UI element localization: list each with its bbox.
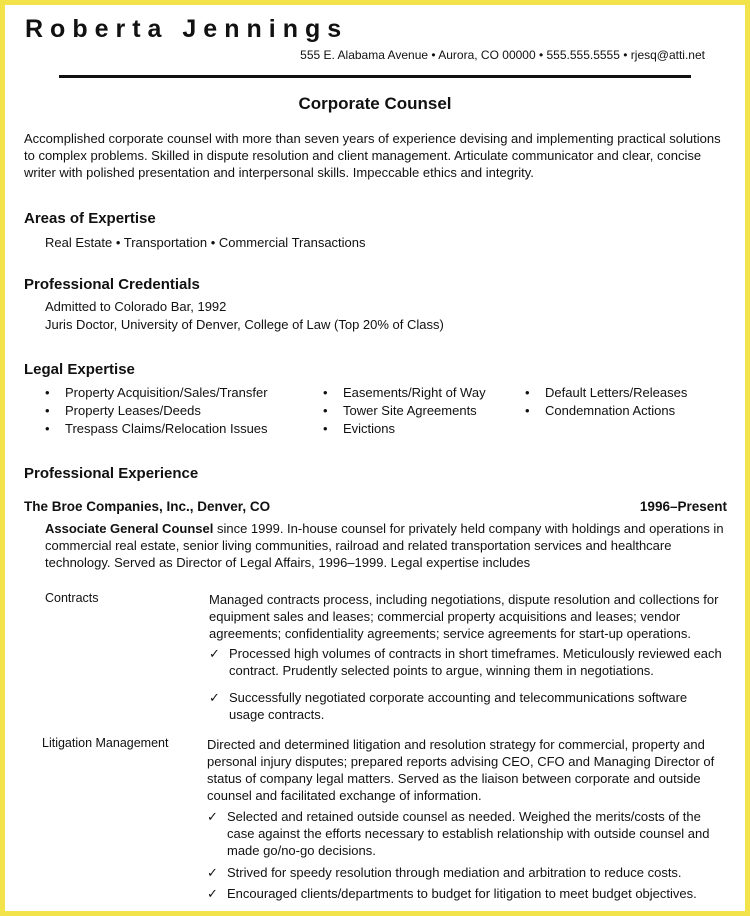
summary-paragraph: Accomplished corporate counsel with more than seven years of experience devising and implementing practical solutions to complex problems. Skilled in dispute resolution and client management. Articulate communicator and clear, concise writer with polished presentation and interpersonal skills. Impeccable ethics and integrity. bbox=[24, 131, 721, 180]
employment-dates: 1996–Present bbox=[639, 499, 727, 514]
company-name: The Broe Companies, Inc., Denver, CO bbox=[24, 499, 271, 514]
section-label-litigation: Litigation Management bbox=[42, 736, 169, 750]
contact-line: 555 E. Alabama Avenue • Aurora, CO 00000 • 555.555.5555 • rjesq@atti.net bbox=[300, 48, 705, 62]
legal-expertise-heading: Legal Expertise bbox=[24, 361, 135, 378]
checkmark-icon: ✓ bbox=[209, 690, 220, 705]
candidate-name: Roberta Jennings bbox=[25, 15, 349, 43]
bullet-icon: • bbox=[323, 385, 328, 400]
list-item-text: Trespass Claims/Relocation Issues bbox=[65, 421, 268, 436]
job-role: Associate General Counsel bbox=[45, 521, 214, 536]
list-item-text: Property Acquisition/Sales/Transfer bbox=[65, 385, 268, 400]
job-summary bbox=[45, 520, 730, 571]
list-item-text: Property Leases/Deeds bbox=[65, 403, 201, 418]
credential-item: Juris Doctor, University of Denver, College of Law (Top 20% of Class) bbox=[45, 317, 444, 332]
achievement-text: Strived for speedy resolution through mediation and arbitration to reduce costs. bbox=[227, 865, 682, 880]
section-description: Directed and determined litigation and resolution strategy for commercial, property and personal injury disputes; prepared reports advising CEO, CFO and Managing Director of status of company legal matters. Served as the liaison between corporate and outside counsel and facilitated exchange of information. bbox=[207, 737, 715, 803]
credentials-heading: Professional Credentials bbox=[24, 276, 200, 293]
checkmark-icon: ✓ bbox=[207, 809, 218, 824]
achievement-text: Encouraged clients/departments to budget for litigation to meet budget objectives. bbox=[227, 886, 697, 901]
bullet-icon: • bbox=[323, 421, 328, 436]
achievement-text: Processed high volumes of contracts in short timeframes. Meticulously reviewed each contract. Prudently selected points to argue, winning them in negotiations. bbox=[229, 646, 722, 678]
section-label-contracts: Contracts bbox=[45, 591, 99, 605]
section-description: Managed contracts process, including negotiations, dispute resolution and collections for equipment sales and leases; commercial property acquisitions and leases; vendor agreements; confidentiality agreements; service agreements for start-up operations. bbox=[209, 592, 719, 641]
list-item-text: Evictions bbox=[343, 421, 396, 436]
header-divider bbox=[59, 75, 691, 78]
bullet-icon: • bbox=[45, 403, 50, 418]
list-item-text: Tower Site Agreements bbox=[343, 403, 477, 418]
bullet-icon: • bbox=[323, 403, 328, 418]
experience-heading: Professional Experience bbox=[24, 465, 199, 482]
bullet-icon: • bbox=[525, 385, 530, 400]
page-title: Corporate Counsel bbox=[298, 94, 452, 113]
achievement-text: Successfully negotiated corporate accounting and telecommunications software usage contracts. bbox=[229, 690, 688, 722]
list-item-text: Easements/Right of Way bbox=[343, 385, 486, 400]
expertise-list: Real Estate • Transportation • Commercial Transactions bbox=[45, 235, 366, 250]
checkmark-icon: ✓ bbox=[207, 886, 218, 901]
checkmark-icon: ✓ bbox=[209, 646, 220, 661]
credential-item: Admitted to Colorado Bar, 1992 bbox=[45, 299, 227, 314]
job-description: since 1999. In-house counsel for privately held company with holdings and operations in commercial real estate, senior living communities, railroad and related transportation services and healthcare technology. Served as Director of Legal Affairs, 1996–1999. Legal expertise includes bbox=[45, 521, 724, 570]
expertise-heading: Areas of Expertise bbox=[24, 210, 156, 227]
bullet-icon: • bbox=[45, 385, 50, 400]
checkmark-icon: ✓ bbox=[207, 865, 218, 880]
bullet-icon: • bbox=[525, 403, 530, 418]
list-item-text: Condemnation Actions bbox=[545, 403, 676, 418]
bullet-icon: • bbox=[45, 421, 50, 436]
list-item-text: Default Letters/Releases bbox=[545, 385, 688, 400]
achievement-text: Selected and retained outside counsel as needed. Weighed the merits/costs of the case against the efforts necessary to establish relationship with outside counsel and made go/no-go decisions. bbox=[227, 809, 710, 858]
